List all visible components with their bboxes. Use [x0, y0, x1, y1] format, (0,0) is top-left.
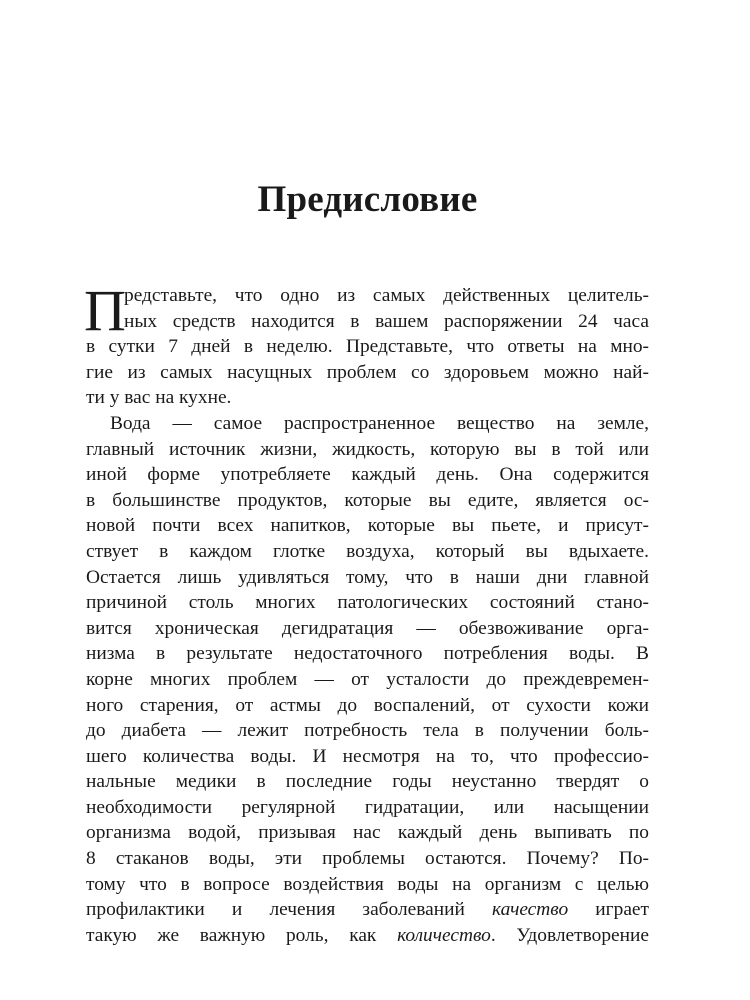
text-span: профилактики и лечения заболеваний [86, 899, 493, 921]
text-line: в сутки 7 дней в неделю. Представьте, что ответы на мно- [86, 336, 649, 358]
text-line-with-italic [86, 923, 649, 949]
italic-emphasis: количество [397, 924, 491, 946]
text-line: в большинстве продуктов, которые вы едите, является ос- [86, 489, 649, 511]
text-line: низма в результате недостаточного потребления воды. В [86, 643, 649, 665]
text-span: играет [568, 899, 650, 921]
text-line: необходимости регулярной гидратации, или насыщении [86, 796, 649, 818]
drop-cap: П [84, 278, 126, 343]
text-line: шего количества воды. И несмотря на то, что профессио- [86, 745, 649, 767]
text-line: нальные медики в последние годы неустанно твердят о [86, 771, 649, 793]
text-line: Вода — самое распространенное вещество на земле, [110, 412, 649, 434]
text-line: новой почти всех напитков, которые вы пьете, и присут- [86, 515, 649, 537]
text-line: организма водой, призывая нас каждый день выпивать по [86, 822, 649, 844]
text-line-with-italic [86, 897, 649, 923]
text-line: причиной столь многих патологических состояний стано- [86, 592, 649, 614]
text-line: гие из самых насущных проблем со здоровьем можно най- [86, 361, 649, 383]
text-line: вится хроническая дегидратация — обезвоживание орга- [86, 617, 649, 639]
book-page [86, 0, 649, 1000]
text-line: Остается лишь удивляться тому, что в наши дни главной [86, 566, 649, 588]
paragraph-1 [84, 278, 649, 411]
text-line: главный источник жизни, жидкость, которую вы в той или [86, 438, 649, 460]
text-line: тому что в вопросе воздействия воды на организм с целью [86, 873, 649, 895]
text-line: 8 стаканов воды, эти проблемы остаются. Почему? По- [86, 848, 649, 870]
italic-emphasis: качество [492, 899, 569, 921]
text-line: ти у вас на кухне. [86, 387, 232, 409]
text-span: такую же важную роль, как [86, 924, 398, 946]
text-line: ного старения, от астмы до воспалений, от сухости кожи [86, 694, 649, 716]
text-line: ных средств находится в вашем распоряжении 24 часа [124, 310, 649, 332]
text-line: до диабета — лежит потребность тела в получении боль- [86, 720, 649, 742]
text-line: ствует в каждом глотке воздуха, который вы вдыхаете. [86, 540, 649, 562]
text-line: редставьте, что одно из самых действенных целитель- [124, 285, 649, 306]
paragraph-2 [86, 411, 649, 948]
body-text [84, 278, 650, 948]
text-line: корне многих проблем — от усталости до преждевремен- [86, 668, 649, 690]
text-span: . Удовлетворение [490, 924, 649, 946]
text-line: иной форме употребляете каждый день. Она содержится [86, 464, 649, 486]
chapter-title: Предисловие [257, 179, 478, 220]
